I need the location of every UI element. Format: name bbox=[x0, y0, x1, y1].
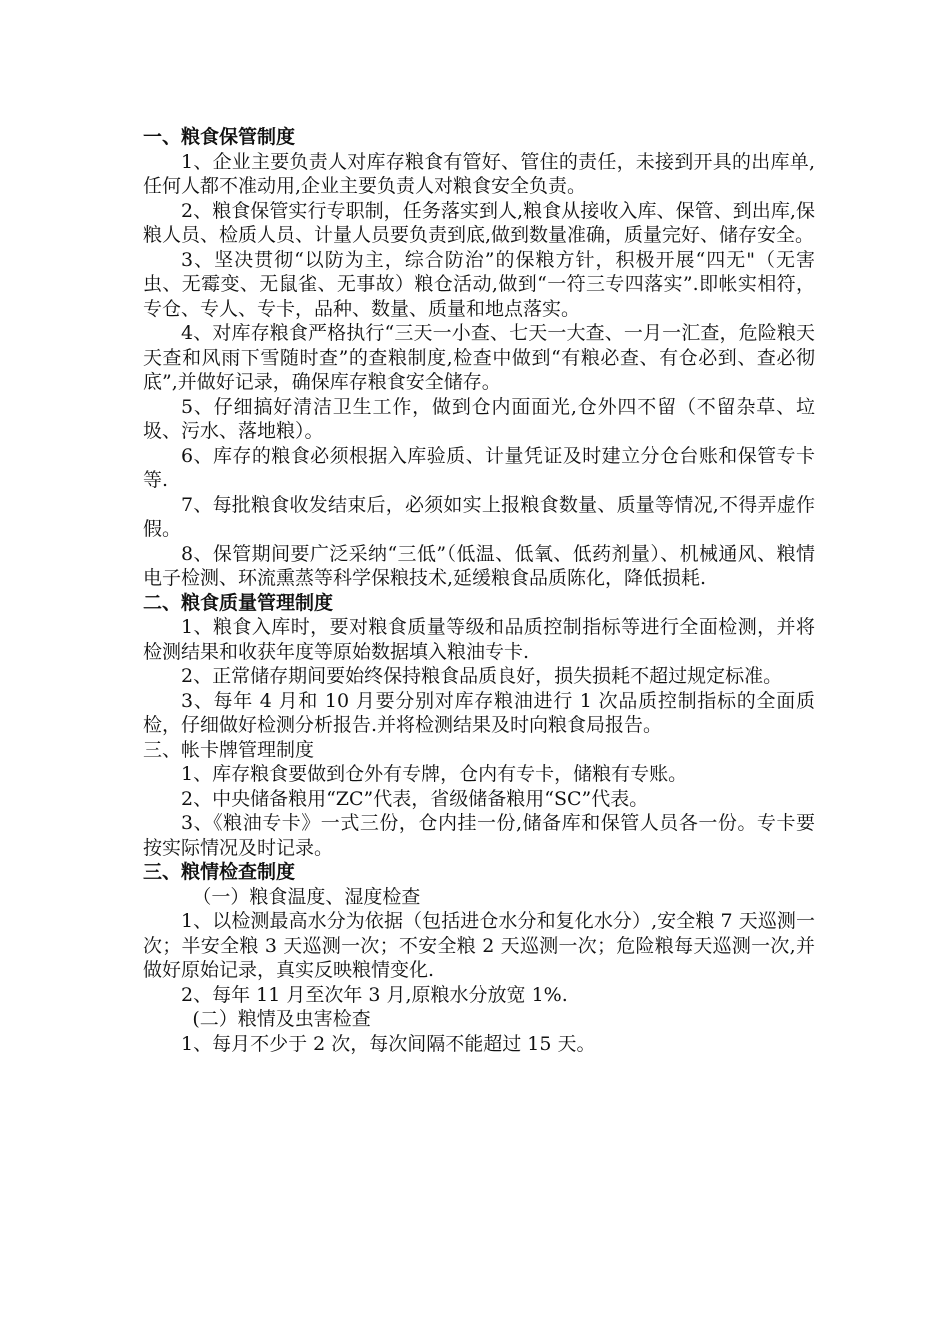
section-heading-inspection: 三、粮情检查制度 bbox=[143, 861, 296, 883]
paragraph: 1、企业主要负责人对库存粮食有管好、管住的责任，未接到开具的出库单,任何人都不准动用,企业主要负责人对粮食安全负责。 bbox=[143, 150, 815, 197]
paragraph: 2、每年 11 月至次年 3 月,原粮水分放宽 1%. bbox=[181, 983, 568, 1006]
paragraph: 6、库存的粮食必须根据入库验质、计量凭证及时建立分仓台账和保管专卡等. bbox=[143, 444, 815, 491]
paragraph: 7、每批粮食收发结束后，必须如实上报粮食数量、质量等情况,不得弄虚作假。 bbox=[143, 493, 815, 540]
paragraph: 2、粮食保管实行专职制，任务落实到人,粮食从接收入库、保管、到出库,保粮人员、检质人员、计量人员要负责到底,做到数量准确，质量完好、储存安全。 bbox=[143, 199, 815, 246]
subheading-temperature-humidity: （一）粮食温度、湿度检查 bbox=[192, 885, 421, 908]
section-heading-quality-management: 二、粮食质量管理制度 bbox=[143, 591, 334, 614]
paragraph: 2、中央储备粮用“ZC”代表，省级储备粮用“SC”代表。 bbox=[181, 787, 649, 810]
paragraph: 3、坚决贯彻“以防为主，综合防治”的保粮方针，积极开展“四无"（无害虫、无霉变、无鼠雀、无事故）粮仓活动,做到“一符三专四落实”.即帐实相符，专仓、专人、专卡，品种、数量、质量和地点落实。 bbox=[143, 248, 815, 320]
section-heading-grain-storage: 一、粮食保管制度 bbox=[143, 126, 296, 148]
paragraph: 3、《粮油专卡》一式三份，仓内挂一份,储备库和保管人员各一份。专卡要按实际情况及时记录。 bbox=[143, 812, 815, 859]
paragraph: 5、仔细搞好清洁卫生工作，做到仓内面面光,仓外四不留（不留杂草、垃圾、污水、落地粮）。 bbox=[143, 395, 815, 442]
paragraph: 8、保管期间要广泛采纳“三低”（低温、低氧、低药剂量）、机械通风、粮情电子检测、环流熏蒸等科学保粮技术,延缓粮食品质陈化，降低损耗. bbox=[143, 542, 815, 589]
paragraph: 1、每月不少于 2 次，每次间隔不能超过 15 天。 bbox=[181, 1032, 596, 1055]
paragraph: 2、正常储存期间要始终保持粮食品质良好，损失损耗不超过规定标准。 bbox=[181, 665, 783, 687]
paragraph: 3、每年 4 月和 10 月要分别对库存粮油进行 1 次品质控制指标的全面质检，仔细做好检测分析报告.并将检测结果及时向粮食局报告。 bbox=[143, 689, 815, 736]
paragraph: 4、对库存粮食严格执行“三天一小查、七天一大查、一月一汇查，危险粮天天查和风雨下雪随时查”的查粮制度,检查中做到“有粮必查、有仓必到、查必彻底”,并做好记录，确保库存粮食安全储存。 bbox=[143, 322, 815, 393]
paragraph: 1、粮食入库时，要对粮食质量等级和品质控制指标等进行全面检测，并将检测结果和收获年度等原始数据填入粮油专卡. bbox=[143, 616, 815, 663]
paragraph: 1、库存粮食要做到仓外有专牌，仓内有专卡，储粮有专账。 bbox=[181, 763, 688, 785]
paragraph: 1、以检测最高水分为依据（包括进仓水分和复化水分）,安全粮 7 天巡测一次；半安全粮 3 天巡测一次；不安全粮 2 天巡测一次；危险粮每天巡测一次,并做好原始记录，真实反映粮情变化. bbox=[143, 910, 815, 981]
subheading-pest-inspection: (二）粮情及虫害检查 bbox=[192, 1008, 371, 1030]
section-heading-account-card: 三、帐卡牌管理制度 bbox=[143, 738, 315, 761]
document-page bbox=[143, 125, 815, 1056]
